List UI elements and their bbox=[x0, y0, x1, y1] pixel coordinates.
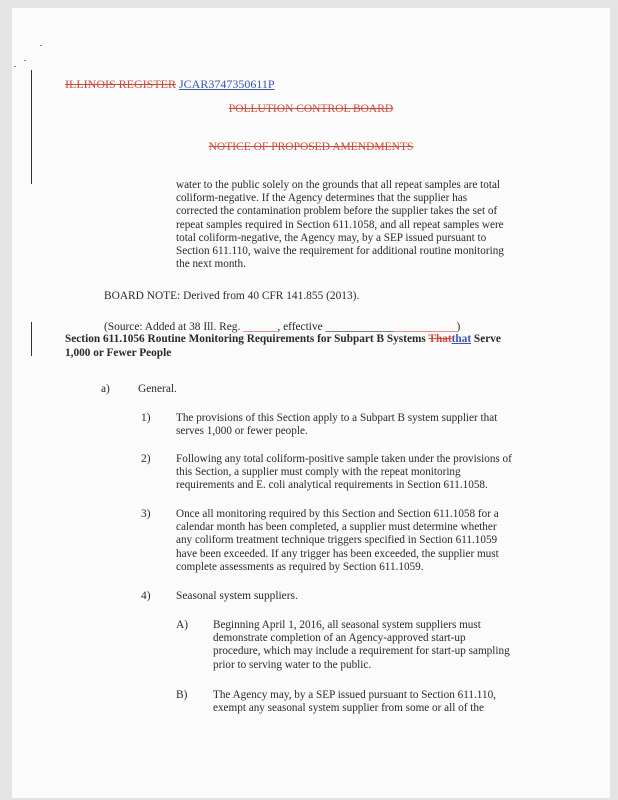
text-line: total coliform-negative, the Agency may, by a SEP issued pursuant to bbox=[176, 231, 487, 244]
item-text-A: Beginning April 1, 2016, all seasonal system suppliers must demonstrate completion of an Agency-approved start-up procedure, which may include a requirement for start-up sampling prior to serving water to the public. bbox=[213, 619, 510, 671]
source-blank-struck: ___________ bbox=[393, 321, 457, 333]
notice-title: NOTICE OF PROPOSED AMENDMENTS bbox=[208, 141, 414, 153]
text-line: corrected the contamination problem before the supplier takes the set of bbox=[176, 205, 498, 218]
item-text-3: Once all monitoring required by this Section and Section 611.1058 for a calendar month has been completed, a supplier must determine whether any coliform treatment technique triggers specified in Section 611.1059 have been exceeded. If any trigger has been exceeded, the supplier must complete assessments as required by Section 611.1059. bbox=[176, 508, 499, 573]
scan-speck bbox=[24, 60, 26, 61]
source-blank-struck: ______ bbox=[243, 321, 278, 333]
text-line: Section 611.110, waive the requirement for additional routine monitoring bbox=[176, 245, 504, 258]
continuation-paragraph bbox=[176, 179, 576, 271]
item-text-2: Following any total coliform-positive sample taken under the provisions of this Section, a supplier must comply with the repeat monitoring requirements and E. coli analytical requirements in Section 611.1058. bbox=[176, 453, 512, 492]
item-label-a: a) bbox=[101, 383, 110, 395]
scan-speck bbox=[14, 66, 16, 67]
register-inserted: JCAR3747350611P bbox=[179, 77, 275, 91]
change-bar bbox=[31, 322, 32, 356]
item-text-4: Seasonal system suppliers. bbox=[176, 590, 298, 602]
change-bar bbox=[31, 70, 32, 184]
item-label-2: 2) bbox=[141, 453, 151, 465]
section-inserted-word: that bbox=[451, 333, 472, 345]
board-note: BOARD NOTE: Derived from 40 CFR 141.855 (2013). bbox=[104, 290, 360, 302]
item-text-a: General. bbox=[138, 383, 177, 395]
section-struck-word: That bbox=[428, 333, 452, 345]
source-note: (Source: Added at 38 Ill. Reg. ______, effective _______________________) bbox=[104, 321, 461, 333]
register-struck: ILLINOIS REGISTER bbox=[65, 77, 176, 91]
item-label-3: 3) bbox=[141, 508, 151, 520]
item-text-B: The Agency may, by a SEP issued pursuant to Section 611.110, exempt any seasonal system supplier from some or all of the bbox=[213, 689, 496, 715]
text-line: repeat samples required in Section 611.1058, and all repeat samples were bbox=[176, 218, 504, 231]
text-line: the next month. bbox=[176, 258, 246, 271]
scan-speck bbox=[40, 45, 42, 46]
item-label-B: B) bbox=[176, 689, 188, 701]
item-label-A: A) bbox=[176, 619, 189, 631]
item-label-4: 4) bbox=[141, 590, 151, 602]
text-line: coliform-negative. If the Agency determines that the supplier has bbox=[176, 192, 468, 205]
section-heading: Section 611.1056 Routine Monitoring Requirements for Subpart B Systems Thatthat Serve 1,000 or Fewer People bbox=[65, 333, 501, 359]
register-header bbox=[65, 77, 275, 92]
text-line: water to the public solely on the grounds that all repeat samples are total bbox=[176, 179, 501, 191]
item-text-1: The provisions of this Section apply to a Subpart B system supplier that serves 1,000 or fewer people. bbox=[176, 412, 498, 438]
board-name: POLLUTION CONTROL BOARD bbox=[228, 103, 394, 115]
item-label-1: 1) bbox=[141, 412, 151, 424]
document-page bbox=[12, 8, 610, 798]
